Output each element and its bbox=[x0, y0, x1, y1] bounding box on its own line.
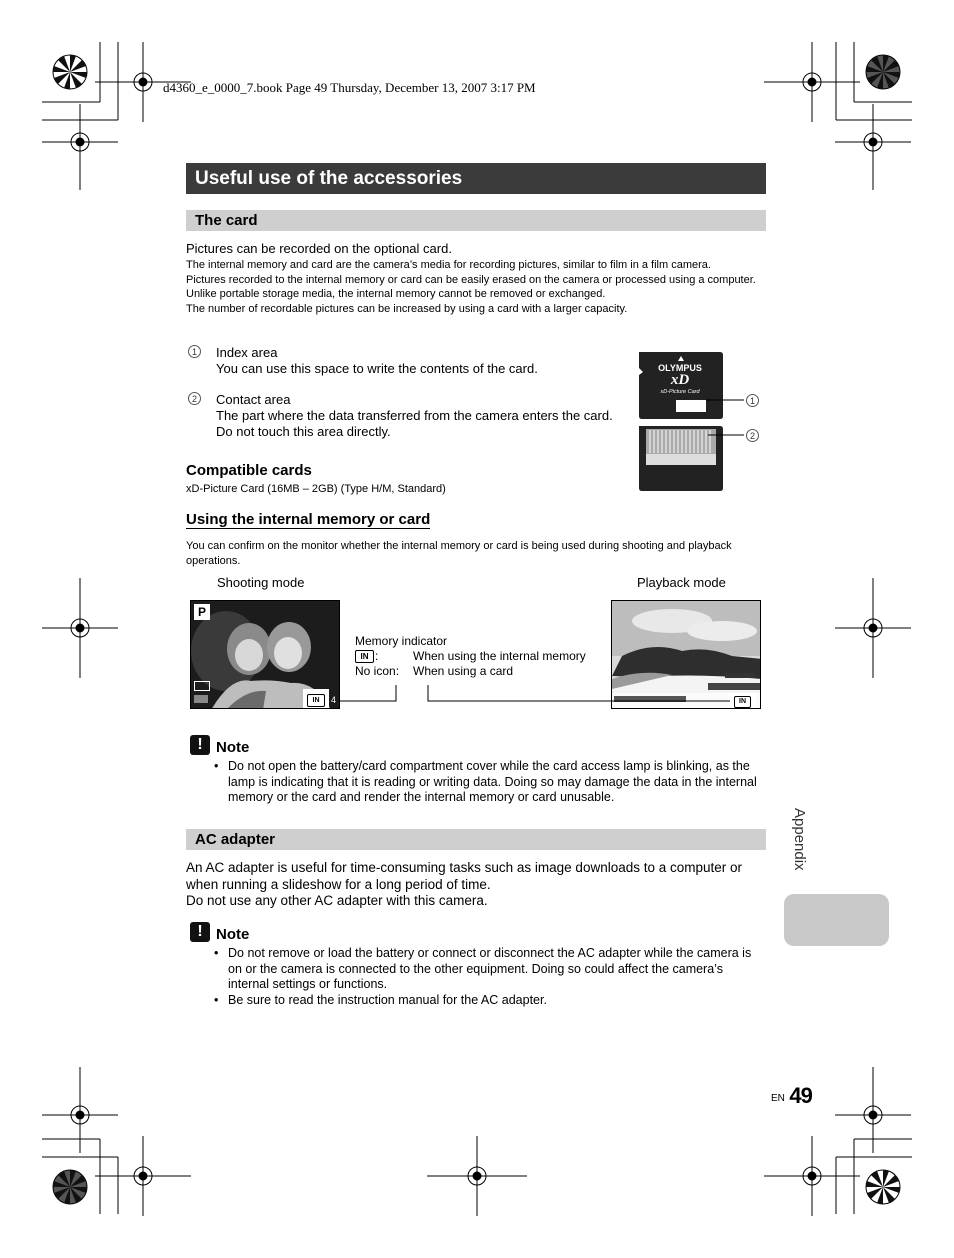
callout-marker: 1 bbox=[746, 394, 759, 407]
exclamation-icon: ! bbox=[190, 922, 210, 942]
language-code: EN bbox=[771, 1093, 785, 1104]
card-paragraph: Unlike portable storage media, the internal memory cannot be removed or exchanged. bbox=[186, 288, 606, 300]
appendix-side-label bbox=[788, 808, 808, 888]
card-brand: OLYMPUS bbox=[658, 363, 702, 373]
noicon-label: No icon: bbox=[355, 664, 400, 678]
shooting-mode-label: Shooting mode bbox=[217, 575, 305, 590]
shot-count: 4 bbox=[331, 695, 337, 705]
chapter-tab bbox=[784, 894, 889, 946]
section-heading-card: The card bbox=[186, 210, 766, 231]
item-title: Contact area bbox=[216, 392, 291, 407]
note-label: Note bbox=[216, 739, 250, 756]
in-memory-icon: IN bbox=[734, 696, 751, 708]
item-title: Index area bbox=[216, 345, 278, 360]
playback-mode-label: Playback mode bbox=[637, 575, 726, 590]
in-legend-row bbox=[355, 649, 605, 664]
card-subtitle: xD-Picture Card bbox=[660, 389, 700, 395]
note-item: • Do not open the battery/card compartment cover while the card access lamp is blinking, as the lamp is indicating that it is reading or writing data. Doing so may damage the data in the internal memory or the card and render the internal memory or card unusable. bbox=[214, 759, 766, 806]
memory-indicator-legend bbox=[355, 634, 605, 679]
card-paragraph: The number of recordable pictures can be increased by using a card with a larger capacity. bbox=[186, 302, 628, 315]
colon: : bbox=[375, 649, 379, 663]
item-desc: Do not touch this area directly. bbox=[216, 424, 391, 439]
number-marker: 1 bbox=[188, 345, 201, 358]
callout-marker: 2 bbox=[746, 429, 759, 442]
memory-indicator-label: Memory indicator bbox=[355, 634, 448, 648]
ac-paragraph: An AC adapter is useful for time-consuming tasks such as image downloads to a computer or when running a slideshow for a long period of time. bbox=[186, 860, 743, 892]
item-desc: You can use this space to write the contents of the card. bbox=[216, 361, 538, 376]
compatible-cards-heading: Compatible cards bbox=[186, 462, 312, 479]
xd-logo: xD bbox=[670, 372, 690, 388]
compatible-cards-text: xD-Picture Card (16MB – 2GB) (Type H/M, Standard) bbox=[186, 483, 446, 495]
in-memory-icon: IN bbox=[355, 650, 374, 663]
ac-adapter-text bbox=[186, 860, 768, 910]
card-paragraph: The internal memory and card are the camera’s media for recording pictures, similar to film in a film camera. bbox=[186, 259, 711, 271]
noicon-desc: When using a card bbox=[413, 664, 514, 678]
note-item: • Do not remove or load the battery or connect or disconnect the AC adapter while the camera is on or the camera is connected to the other equipment. Doing so could affect the camera’s internal settings or functions. bbox=[214, 946, 766, 993]
number-marker: 2 bbox=[188, 392, 201, 405]
in-legend-desc: When using the internal memory bbox=[413, 649, 586, 663]
program-mode-icon: P bbox=[194, 604, 210, 620]
internal-memory-heading: Using the internal memory or card bbox=[186, 511, 431, 528]
card-paragraph: Pictures recorded to the internal memory or card can be easily erased on the camera or processed using a computer. bbox=[186, 273, 756, 286]
in-memory-icon: IN bbox=[307, 694, 325, 707]
book-header: d4360_e_0000_7.book Page 49 Thursday, December 13, 2007 3:17 PM bbox=[163, 80, 536, 95]
page-number bbox=[771, 1083, 812, 1109]
note-label: Note bbox=[216, 926, 250, 943]
note-item: • Be sure to read the instruction manual for the AC adapter. bbox=[214, 993, 766, 1009]
page-title: Useful use of the accessories bbox=[186, 163, 766, 194]
ac-paragraph: Do not use any other AC adapter with this camera. bbox=[186, 893, 488, 908]
note-list bbox=[214, 946, 766, 1008]
item-desc: The part where the data transferred from the camera enters the card. bbox=[216, 408, 613, 423]
noicon-legend-row bbox=[355, 664, 605, 679]
section-heading-ac-adapter: AC adapter bbox=[186, 829, 766, 850]
card-intro: Pictures can be recorded on the optional card. bbox=[186, 241, 452, 256]
exclamation-icon: ! bbox=[190, 735, 210, 755]
note-list bbox=[214, 759, 766, 806]
page-number-value: 49 bbox=[789, 1083, 812, 1108]
appendix-text: Appendix bbox=[791, 808, 808, 871]
internal-memory-text: You can confirm on the monitor whether the internal memory or card is being used during shooting and playback operations. bbox=[186, 540, 732, 567]
